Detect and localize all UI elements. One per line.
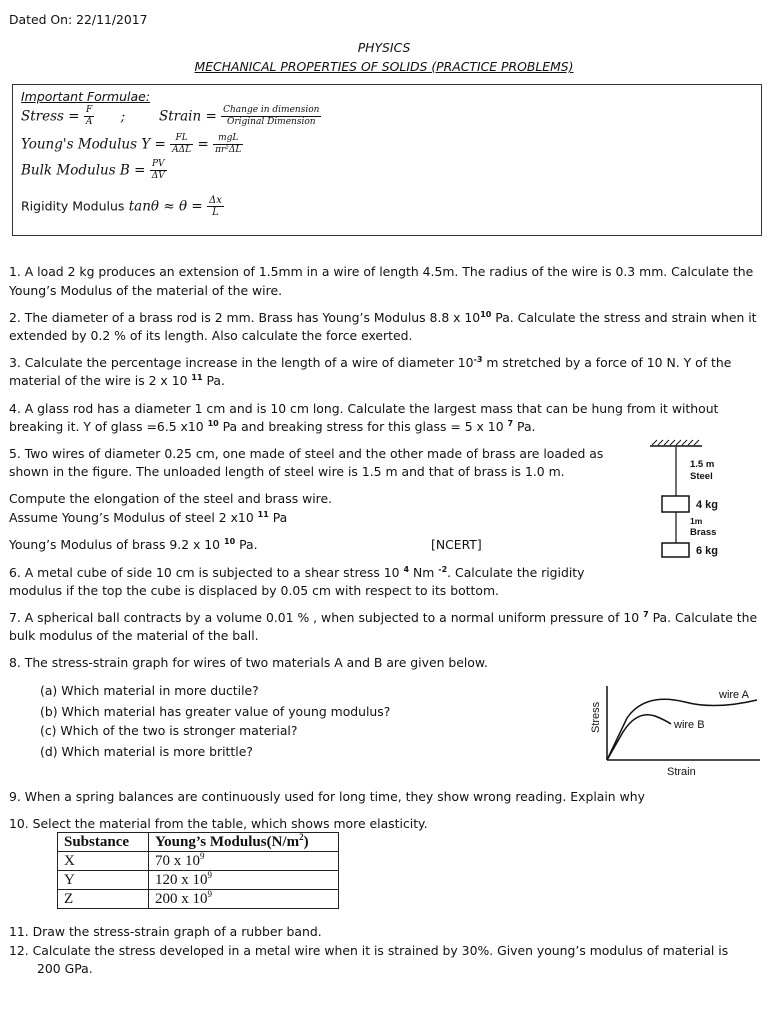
q1-line1: 1. A load 2 kg produces an extension of 1.5mm in a wire of length 4.5m. The radius of the wire is 0.3 mm. Calculate the (9, 264, 754, 279)
formulae-heading: Important Formulae: (21, 89, 151, 104)
q5-line4: Assume Young’s Modulus of steel 2 x10 $^{11}$ Pa (9, 509, 288, 525)
steel-label: Steel (690, 471, 713, 482)
date-line: Dated On: 22/11/2017 (9, 12, 148, 27)
table-row (58, 890, 339, 909)
q10-line: 10. Select the material from the table, which shows more elasticity. (9, 816, 428, 831)
y-axis-label: Stress (590, 701, 602, 733)
q11-line: 11. Draw the stress-strain graph of a rubber band. (9, 924, 322, 939)
table-row (58, 852, 339, 871)
q5-line1: 5. Two wires of diameter 0.25 cm, one made of steel and the other made of brass are loaded as (9, 446, 604, 461)
q12-line2: 200 GPa. (37, 961, 93, 976)
q8-line: 8. The stress-strain graph for wires of two materials A and B are given below. (9, 655, 488, 670)
q8-part-b: (b) Which material has greater value of young modulus? (40, 704, 391, 719)
subject-title: PHYSICS (357, 40, 411, 55)
q2-line2: extended by 0.2 % of its length. Also calculate the force exerted. (9, 328, 413, 343)
wire-b-curve (607, 715, 671, 760)
wire-a-label: wire A (719, 689, 749, 701)
q7-line2: bulk modulus of the material of the ball. (9, 628, 259, 643)
wire-b-label: wire B (674, 719, 705, 731)
table-cell-modulus: 120 x $10^9$ (149, 871, 339, 890)
q6-line2: modulus if the top the cube is displaced by 0.05 cm with respect to its bottom. (9, 583, 499, 598)
q4-line1: 4. A glass rod has a diameter 1 cm and is 10 cm long. Calculate the largest mass that can be hung from it without (9, 401, 719, 416)
q7-line1: 7. A spherical ball contracts by a volume 0.01 % , when subjected to a normal uniform pressure of 10 $^7$ Pa. Calculate the (9, 609, 758, 625)
q8-part-c: (c) Which of the two is stronger material? (40, 723, 298, 738)
youngs-modulus-table (57, 832, 339, 909)
x-axis-label: Strain (667, 766, 696, 778)
table-header-modulus: Young’s $Modulus(N/m^2)$ (149, 833, 339, 852)
q4-line2: breaking it. Y of glass =6.5 x10 $^{10}$ Pa and breaking stress for this glass = 5 x 10 $^7$ Pa. (9, 418, 536, 434)
strain-formula: Strain = $\frac{\text{Change in dimension}}{\text{Original Dimension}}$ (159, 105, 320, 127)
q6-line1: 6. A metal cube of side 10 cm is subjected to a shear stress 10 $^4$ Nm $^{-2}$. Calculate the rigidity (9, 564, 585, 580)
q2-line1: 2. The diameter of a brass rod is 2 mm. Brass has Young’s Modulus 8.8 x $10^{10}$ Pa. Calculate the stress and strain when it (9, 309, 757, 325)
q12-line1: 12. Calculate the stress developed in a metal wire when it is strained by 30%. Given young’s modulus of material is (9, 943, 729, 958)
ncert-reference: [NCERT] (431, 537, 482, 552)
table-header-row (58, 833, 339, 852)
q3-line1: 3. Calculate the percentage increase in the length of a wire of diameter $10^{-3}$ m stretched by a force of 10 N. Y of the (9, 354, 732, 370)
q1-line2: Young’s Modulus of the material of the wire. (9, 283, 283, 298)
brass-length-label: 1m (690, 516, 703, 526)
q8-part-a: (a) Which material in more ductile? (40, 683, 259, 698)
wire-load-figure (640, 436, 740, 560)
q8-part-d: (d) Which material is more brittle? (40, 744, 253, 759)
steel-length-label: 1.5 m (690, 459, 715, 470)
q5-line2: shown in the figure. The unloaded length of steel wire is 1.5 m and that of brass is 1.0 m. (9, 464, 565, 479)
topic-title: MECHANICAL PROPERTIES OF SOLIDS (PRACTICE PROBLEMS) (194, 59, 574, 74)
young-formula: Young's Modulus Y = $\frac{FL}{\text{AΔL}}$ = $\frac{\text{mgL}}{\text{πr²ΔL}}$ (21, 133, 242, 155)
q5-line5: Young’s Modulus of brass 9.2 x 10 $^{10}$ Pa. (9, 536, 258, 552)
table-cell-modulus: 70 x $10^9$ (149, 852, 339, 871)
load1-label: 4 kg (696, 499, 719, 511)
rigidity-formula: Rigidity Modulus tanθ ≈ θ = $\frac{\Delta x}{L}$ (21, 195, 222, 218)
table-cell-modulus: 200 x $10^9$ (149, 890, 339, 909)
q5-line3: Compute the elongation of the steel and brass wire. (9, 491, 333, 506)
table-cell-substance: Y (58, 871, 149, 890)
bulk-formula: Bulk Modulus B = $\frac{PV}{\Delta V}$ (21, 159, 165, 181)
load2-label: 6 kg (696, 545, 719, 557)
brass-label: Brass (690, 527, 717, 538)
formula-box (12, 84, 762, 236)
stress-formula: Stress = $\frac{F}{A}$ ; (21, 105, 126, 127)
stress-strain-graph (585, 678, 765, 782)
load-block-1 (662, 496, 689, 512)
q3-line2: material of the wire is 2 x 10 $^{11}$ Pa. (9, 372, 225, 388)
load-block-2 (662, 543, 689, 557)
table-row (58, 871, 339, 890)
table-header-substance: Substance (58, 833, 149, 852)
table-cell-substance: Z (58, 890, 149, 909)
table-cell-substance: X (58, 852, 149, 871)
q9-line: 9. When a spring balances are continuously used for long time, they show wrong reading. Explain why (9, 789, 645, 804)
